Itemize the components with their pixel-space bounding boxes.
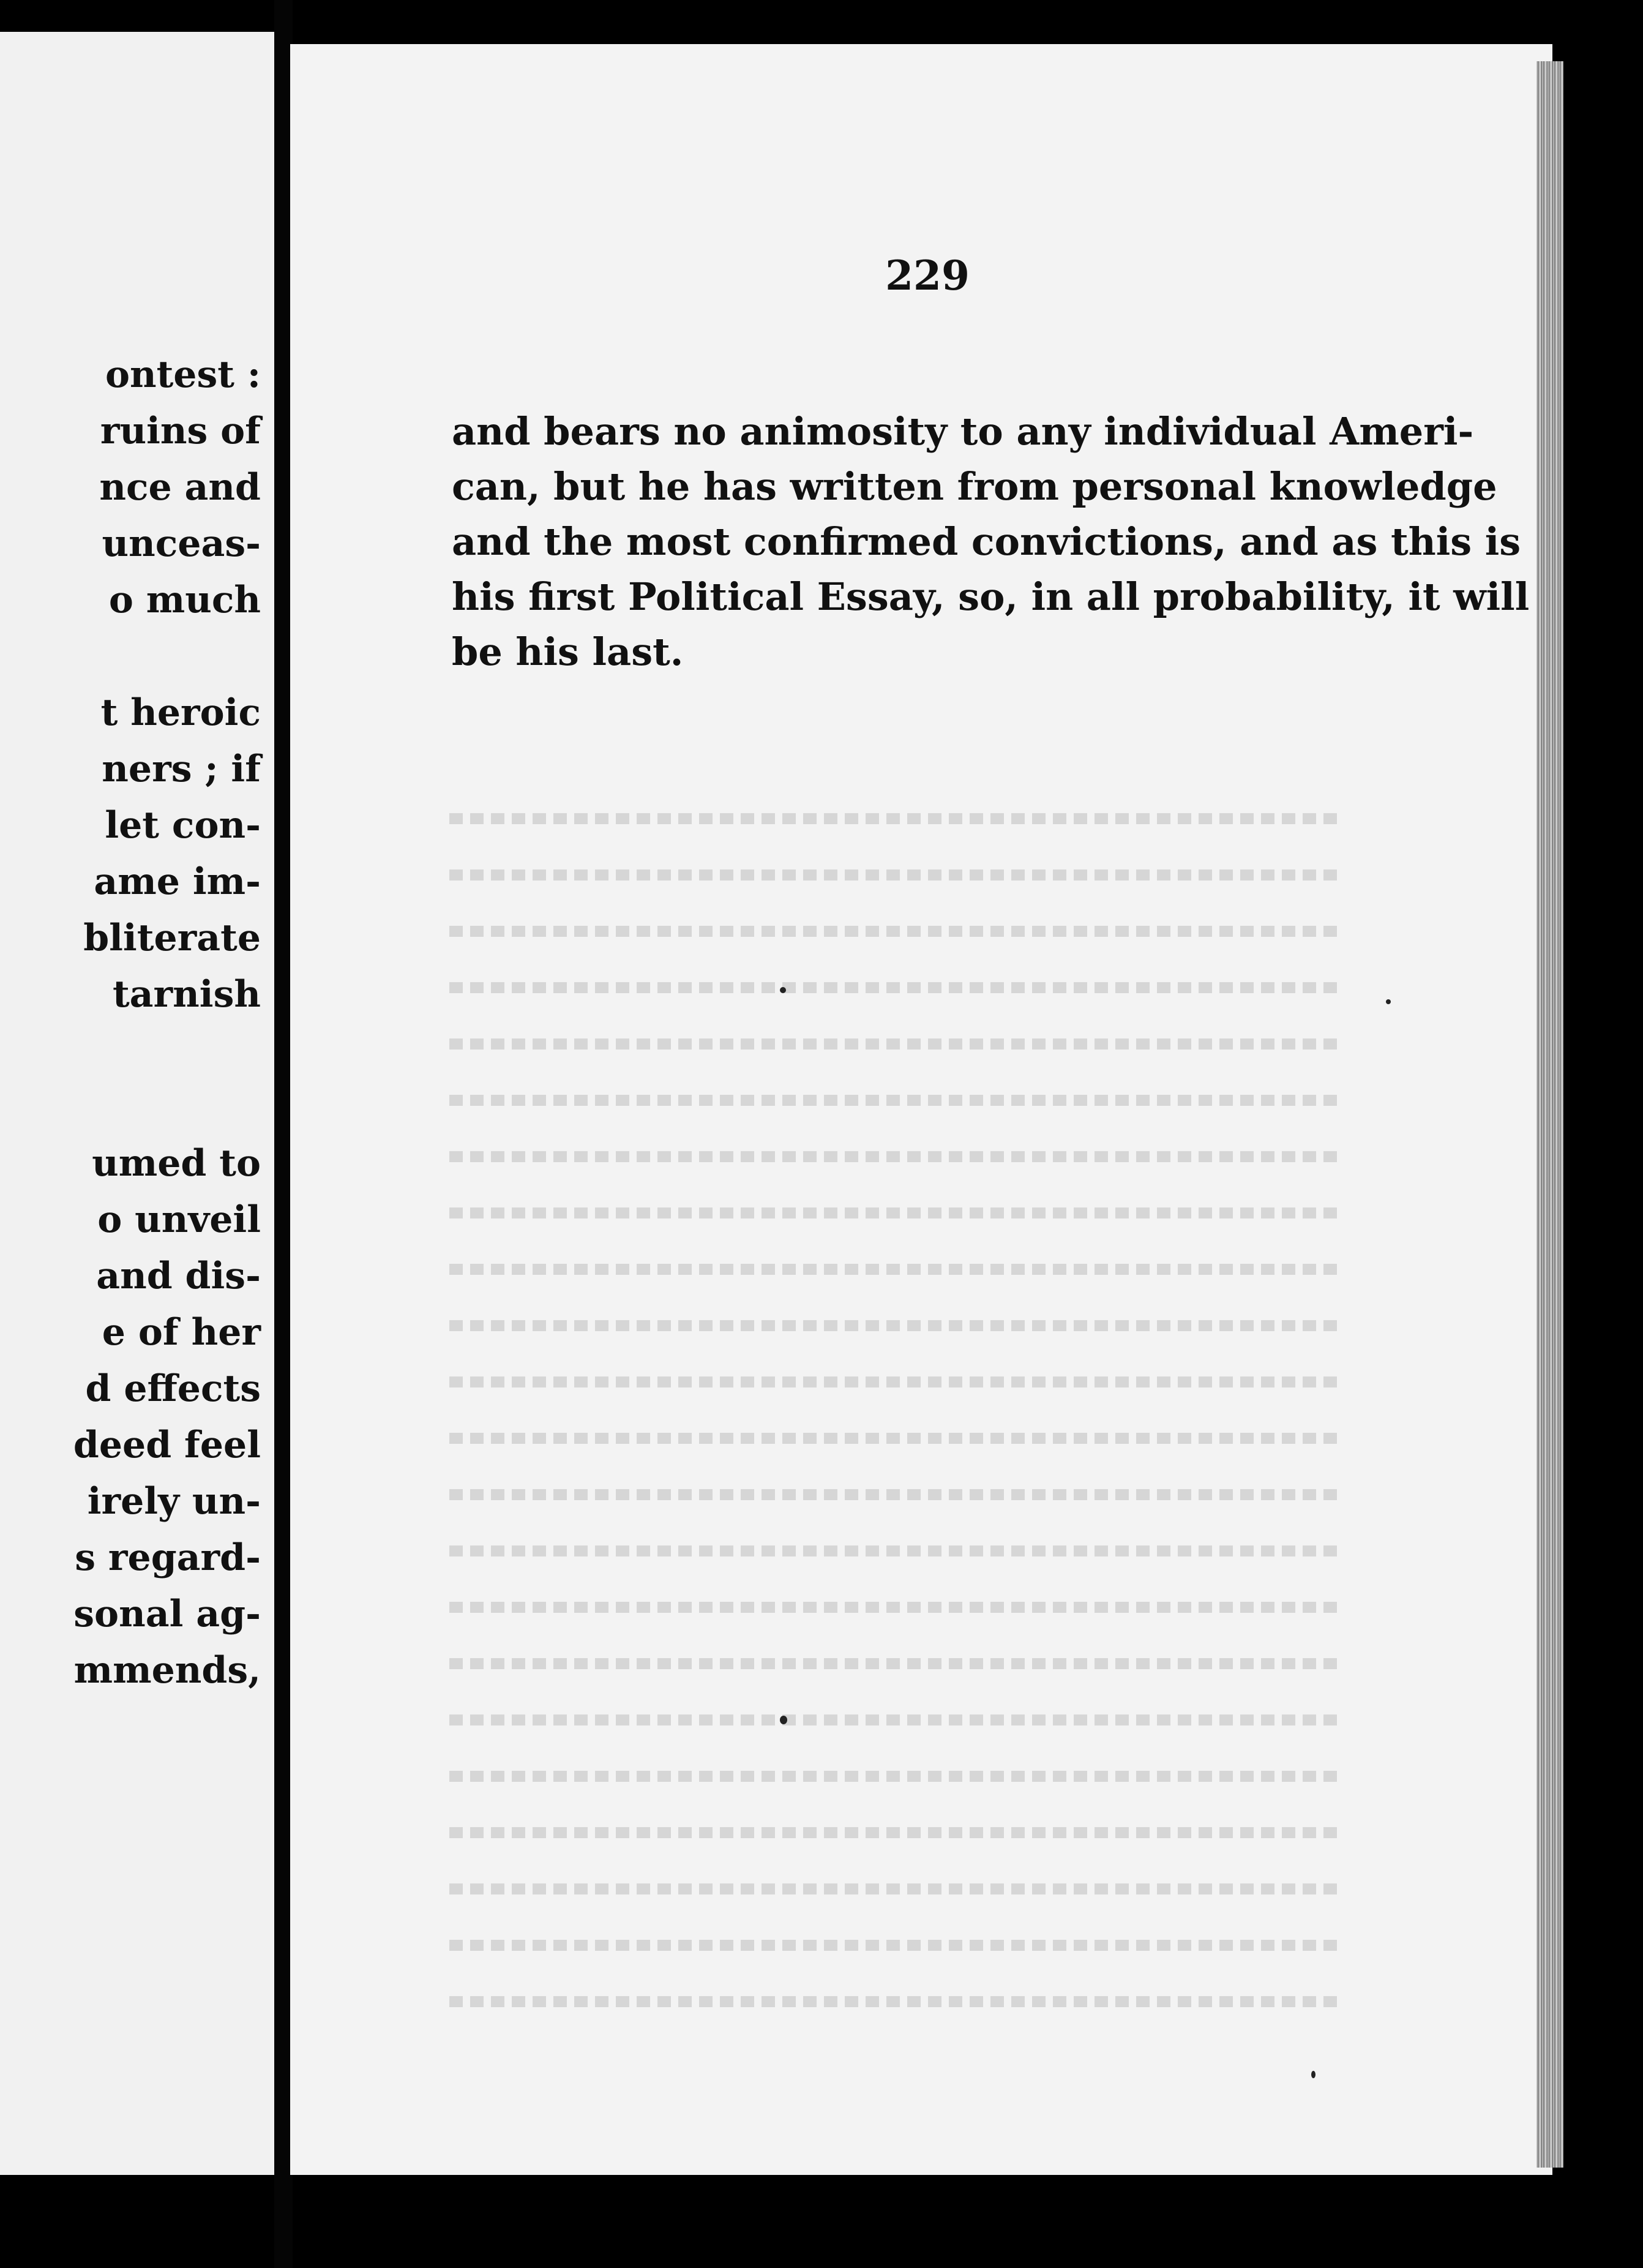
- left-page-line: o much: [108, 579, 261, 621]
- bleed-through-line: [437, 1974, 1355, 2029]
- bleed-through: [437, 791, 1355, 2030]
- left-page-line: irely un-: [87, 1480, 261, 1523]
- right-page: [290, 44, 1552, 2175]
- left-page-line: bliterate: [83, 917, 261, 959]
- bleed-through-line: [437, 1129, 1355, 1184]
- left-page: [0, 32, 274, 2175]
- ink-speck: [780, 1716, 787, 1724]
- left-page-line: d effects: [85, 1367, 261, 1410]
- bleed-through-line: [437, 1411, 1355, 1466]
- bleed-through-line: [437, 1467, 1355, 1522]
- bleed-through-line: [437, 960, 1355, 1015]
- ink-speck: [1386, 999, 1391, 1004]
- left-page-line: ontest :: [105, 353, 261, 396]
- left-page-line: ners ; if: [102, 748, 261, 790]
- page-edge: [1536, 61, 1563, 2168]
- bleed-through-line: [437, 904, 1355, 959]
- left-page-line: let con-: [105, 804, 261, 847]
- left-page-line: ame im-: [94, 860, 261, 903]
- bleed-through-line: [437, 1580, 1355, 1635]
- bleed-through-line: [437, 1805, 1355, 1860]
- bleed-through-line: [437, 1861, 1355, 1917]
- left-page-line: ruins of: [100, 410, 261, 452]
- left-page-line: sonal ag-: [73, 1593, 261, 1635]
- bleed-through-line: [437, 1242, 1355, 1297]
- left-page-line: e of her: [102, 1311, 261, 1354]
- bleed-through-line: [437, 847, 1355, 903]
- body-text: [452, 404, 1530, 680]
- bleed-through-line: [437, 1298, 1355, 1353]
- left-page-line: deed feel: [73, 1424, 261, 1466]
- left-page-line: mmends,: [73, 1649, 261, 1692]
- bleed-through-line: [437, 1073, 1355, 1128]
- bleed-through-line: [437, 1523, 1355, 1579]
- left-page-line: tarnish: [112, 973, 261, 1016]
- text-line: his first Political Essay, so, in all probability, it will: [452, 574, 1530, 619]
- left-page-line: umed to: [92, 1142, 261, 1185]
- left-page-line: unceas-: [102, 522, 261, 565]
- left-page-line: t heroic: [100, 691, 261, 734]
- text-line: can, but he has written from personal knowledge: [452, 464, 1497, 509]
- ink-speck: [1311, 2071, 1316, 2078]
- left-page-line: nce and: [99, 466, 261, 509]
- bleed-through-line: [437, 1749, 1355, 1804]
- left-page-line: and dis-: [96, 1255, 261, 1297]
- page-number: 229: [885, 252, 970, 299]
- left-page-line: s regard-: [75, 1536, 261, 1579]
- bleed-through-line: [437, 1016, 1355, 1072]
- bleed-through-line: [437, 791, 1355, 846]
- bleed-through-line: [437, 1354, 1355, 1410]
- text-line: be his last.: [452, 629, 684, 674]
- text-line: and bears no animosity to any individual Ameri-: [452, 409, 1474, 454]
- ink-speck: [780, 987, 786, 993]
- bleed-through-line: [437, 1185, 1355, 1241]
- bleed-through-line: [437, 1918, 1355, 1973]
- text-line: and the most confirmed convictions, and as this is: [452, 519, 1521, 564]
- bleed-through-line: [437, 1692, 1355, 1748]
- bleed-through-line: [437, 1636, 1355, 1691]
- left-page-line: o unveil: [97, 1198, 261, 1241]
